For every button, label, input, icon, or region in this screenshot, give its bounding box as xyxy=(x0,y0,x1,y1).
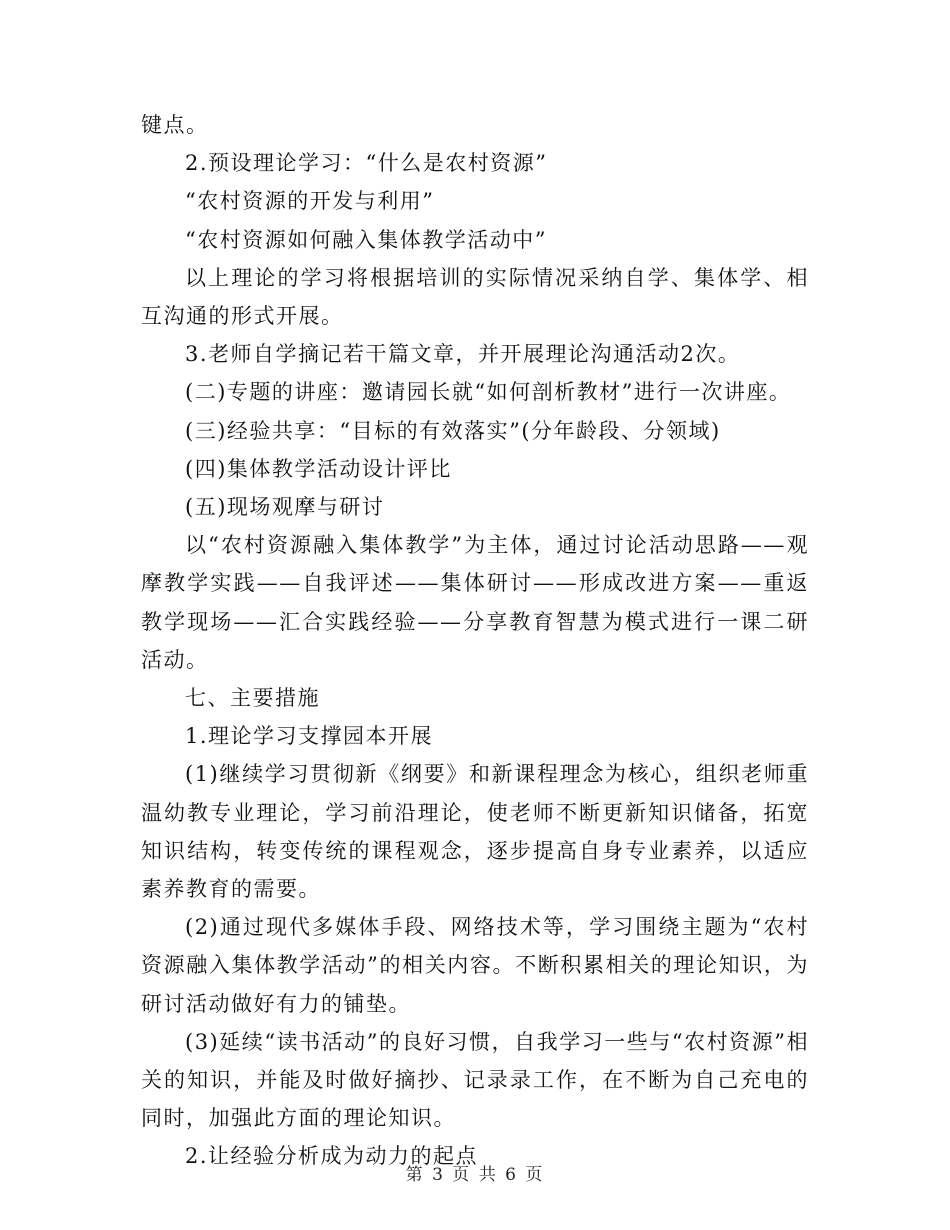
paragraph-self-study: 3.老师自学摘记若干篇文章，并开展理论沟通活动2次。 xyxy=(185,342,741,367)
paragraph-lecture: (二)专题的讲座：邀请园长就“如何剖析教材”进行一次讲座。 xyxy=(185,380,792,405)
paragraph-experience-sharing: (三)经验共享：“目标的有效落实”(分年龄段、分领域) xyxy=(185,418,721,443)
paragraph-measure-2: (2)通过现代多媒体手段、网络技术等，学习围绕主题为“农村资源融入集体教学活动”的相关内容。不断积累相关的理论知识，为研讨活动做好有力的铺垫。 xyxy=(141,915,809,1016)
paragraph-measure-3: (3)延续“读书活动”的良好习惯，自我学习一些与“农村资源”相关的知识，并能及时做好摘抄、记录录工作，在不断为自己充电的同时，加强此方面的理论知识。 xyxy=(141,1029,809,1131)
paragraph-theory-study: 2.预设理论学习：“什么是农村资源” xyxy=(185,151,548,176)
paragraph-research-model: 以“农村资源融入集体教学”为主体，通过讨论活动思路——观摩教学实践——自我评述——集体研讨——形成改进方案——重返教学现场——汇合实践经验——分享教育智慧为模式进行一课二研活动。 xyxy=(141,533,809,672)
paragraph-theory-topic-3: “农村资源如何融入集体教学活动中” xyxy=(185,227,547,252)
paragraph-study-forms: 以上理论的学习将根据培训的实际情况采纳自学、集体学、相互沟通的形式开展。 xyxy=(141,265,809,329)
paragraph-continuation: 键点。 xyxy=(141,113,209,137)
subheading-experience-analysis: 2.让经验分析成为动力的起点 xyxy=(185,1144,479,1169)
document-body xyxy=(141,106,809,1176)
paragraph-measure-1: (1)继续学习贯彻新《纲要》和新课程理念为核心，组织老师重温幼教专业理论，学习前沿理论，使老师不断更新知识储备，拓宽知识结构，转变传统的课程观念，逐步提高自身专业素养，以适应素养教育的需要。 xyxy=(141,762,809,902)
section-heading-measures: 七、主要措施 xyxy=(185,686,320,711)
paragraph-theory-topic-2: “农村资源的开发与利用” xyxy=(185,189,435,214)
page-number-footer: 第 3 页 共 6 页 xyxy=(405,1165,545,1185)
paragraph-observation: (五)现场观摩与研讨 xyxy=(185,495,385,520)
paragraph-design-contest: (四)集体教学活动设计评比 xyxy=(185,456,452,481)
subheading-theory-support: 1.理论学习支撑园本开展 xyxy=(185,724,434,749)
